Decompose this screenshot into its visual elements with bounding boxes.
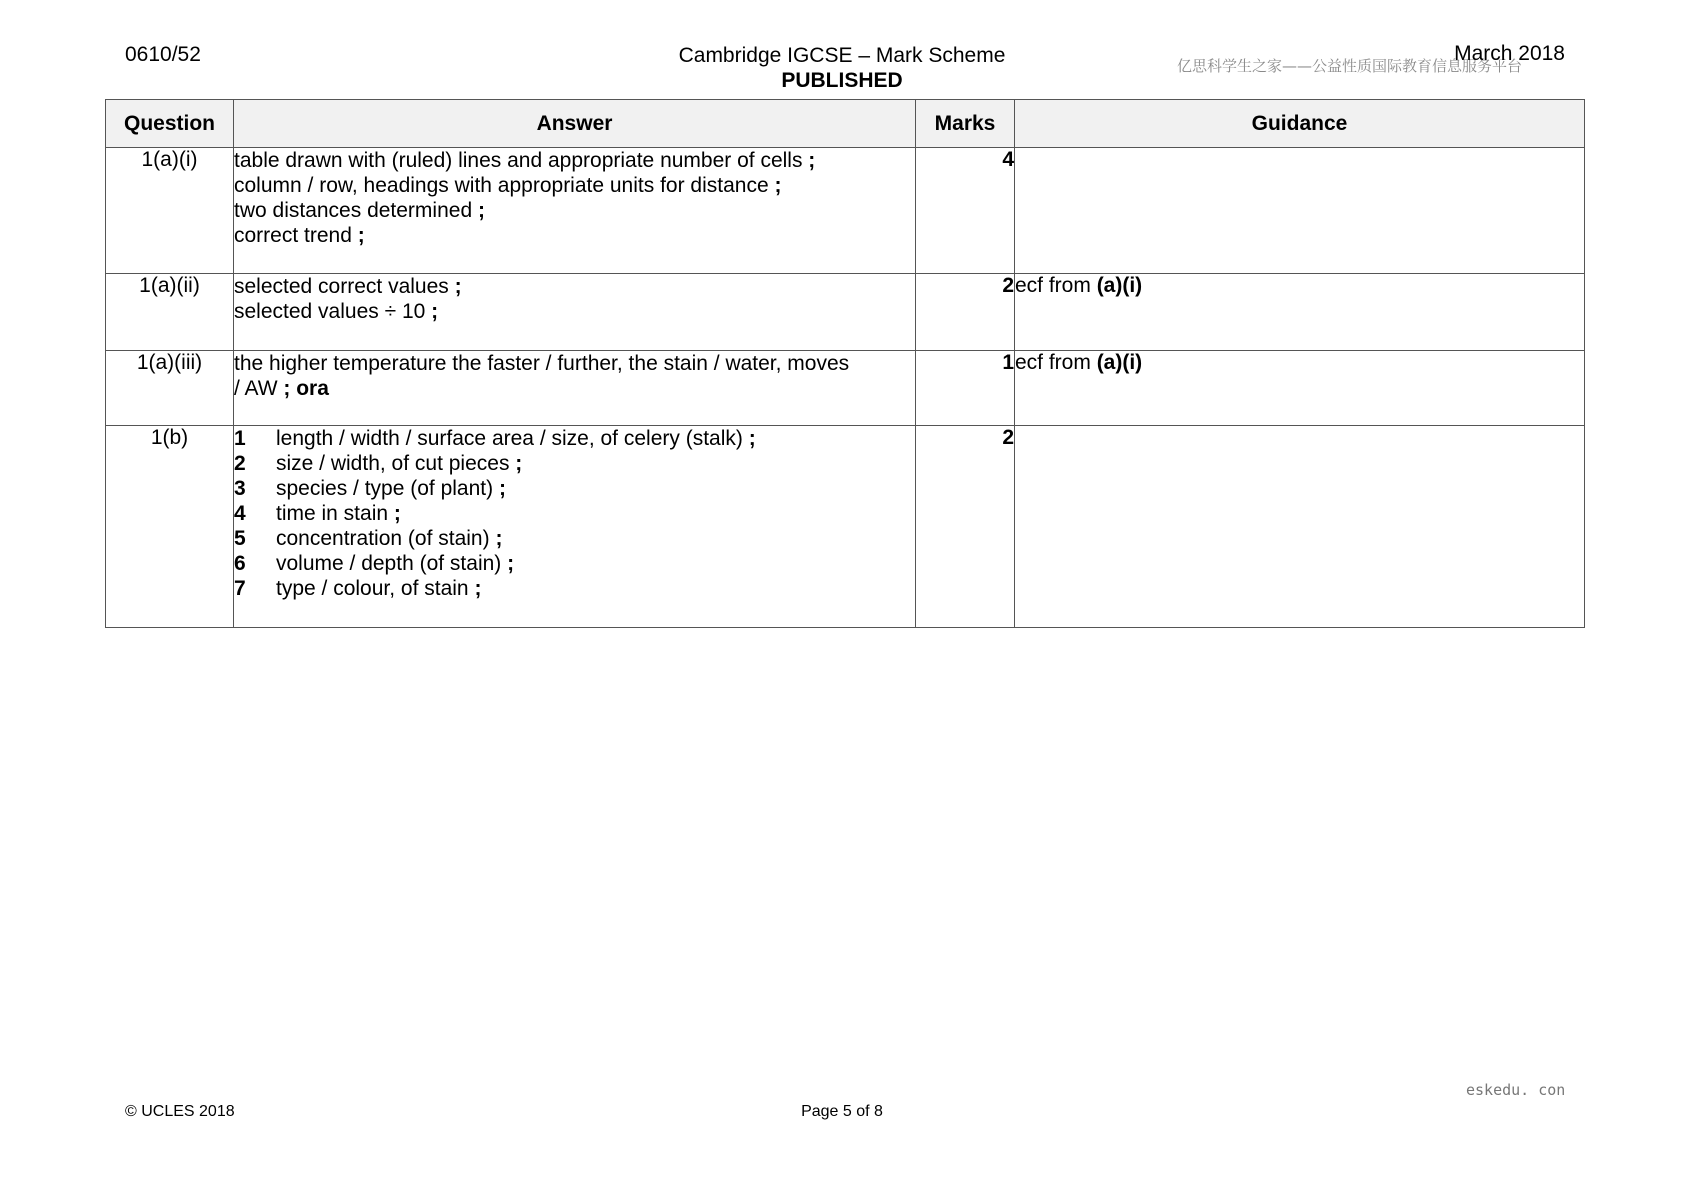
answer-line: table drawn with (ruled) lines and appropriate number of cells ; (234, 149, 816, 172)
answer-line: the higher temperature the faster / further, the stain / water, moves (234, 352, 850, 375)
question-cell: 1(a)(i) (106, 148, 234, 274)
table-row (106, 351, 1585, 426)
question-cell: 1(a)(ii) (106, 274, 234, 351)
answer-line: / AW ; ora (234, 377, 329, 400)
answer-line: selected correct values ; (234, 275, 462, 298)
document-date: March 2018 (1454, 42, 1565, 65)
table-row (106, 148, 1585, 274)
page-number: Page 5 of 8 (801, 1103, 883, 1120)
table-row (106, 426, 1585, 628)
numbered-answer-line: 6 volume / depth (of stain) ; (234, 552, 515, 575)
answer-line: two distances determined ; (234, 199, 485, 222)
table-row (106, 274, 1585, 351)
answer-line: column / row, headings with appropriate units for distance ; (234, 174, 782, 197)
numbered-answer-line: 5 concentration (of stain) ; (234, 527, 503, 550)
document-title-block (642, 43, 1042, 93)
guidance-cell (1015, 148, 1585, 274)
marks-cell: 1 (916, 351, 1015, 426)
mark-scheme-table (105, 99, 1585, 628)
answer-line: selected values ÷ 10 ; (234, 300, 439, 323)
footer-watermark: eskedu. con (1466, 1081, 1566, 1099)
answer-cell (234, 351, 916, 426)
marks-cell: 2 (916, 426, 1015, 628)
answer-line: correct trend ; (234, 224, 365, 247)
table-header-row (106, 100, 1585, 148)
numbered-answer-line: 7 type / colour, of stain ; (234, 577, 482, 600)
question-cell: 1(b) (106, 426, 234, 628)
header-marks: Marks (916, 100, 1015, 148)
copyright: © UCLES 2018 (125, 1103, 235, 1120)
header-guidance: Guidance (1015, 100, 1585, 148)
numbered-answer-line: 2 size / width, of cut pieces ; (234, 452, 523, 475)
question-cell: 1(a)(iii) (106, 351, 234, 426)
marks-cell: 2 (916, 274, 1015, 351)
published-label: PUBLISHED (781, 69, 903, 92)
document-code: 0610/52 (125, 43, 201, 66)
numbered-answer-line: 4 time in stain ; (234, 502, 401, 525)
numbered-answer-line: 3 species / type (of plant) ; (234, 477, 506, 500)
numbered-answer-line: 1 length / width / surface area / size, of celery (stalk) ; (234, 427, 756, 450)
guidance-cell (1015, 426, 1585, 628)
header-answer: Answer (234, 100, 916, 148)
watermark-text: 亿思科学生之家——公益性质国际教育信息服务平台 (1177, 57, 1523, 75)
guidance-cell: ecf from (a)(i) (1015, 274, 1585, 351)
answer-cell (234, 274, 916, 351)
answer-cell (234, 426, 916, 628)
marks-cell: 4 (916, 148, 1015, 274)
answer-cell (234, 148, 916, 274)
header-question: Question (106, 100, 234, 148)
guidance-cell: ecf from (a)(i) (1015, 351, 1585, 426)
document-title: Cambridge IGCSE – Mark Scheme (678, 44, 1006, 67)
